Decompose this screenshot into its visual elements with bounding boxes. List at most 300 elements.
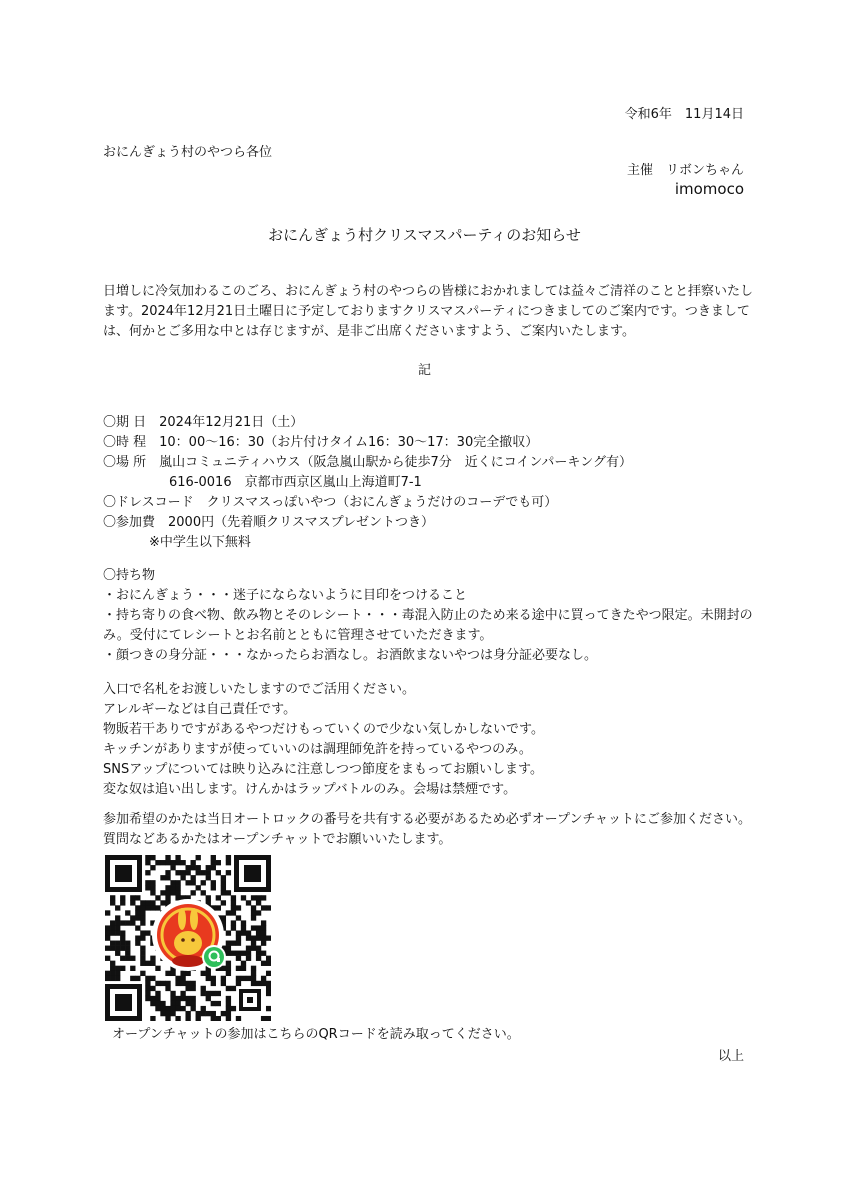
qr-module: [175, 895, 180, 900]
qr-module: [261, 935, 266, 940]
qr-module: [246, 976, 251, 981]
open-chat-qr-code[interactable]: [105, 855, 271, 1021]
qr-module: [261, 920, 266, 925]
qr-module: [261, 976, 266, 981]
qr-module: [231, 920, 236, 925]
qr-module: [201, 971, 206, 976]
note-line: キッチンがありますが使っていいのは調理師免許を持っているやつのみ。: [103, 742, 532, 757]
qr-module: [231, 900, 236, 905]
document-date: 令和6年 11月14日: [624, 107, 744, 122]
qr-module: [256, 956, 261, 961]
qr-module: [145, 991, 150, 996]
qr-module: [150, 865, 155, 870]
qr-module: [160, 890, 165, 895]
qr-module: [231, 941, 236, 946]
qr-module: [216, 895, 221, 900]
qr-module: [125, 910, 130, 915]
qr-module: [135, 941, 140, 946]
ki-heading: 記: [417, 363, 431, 378]
qr-module: [261, 981, 266, 986]
qr-module: [175, 1001, 180, 1006]
qr-module: [196, 1011, 201, 1016]
qr-module: [175, 981, 180, 986]
qr-module: [256, 925, 261, 930]
qr-module: [110, 961, 115, 966]
qr-module: [140, 910, 145, 915]
note-line: SNSアップについては映り込みに注意しつつ節度をまもってお願いします。: [103, 762, 544, 777]
qr-module: [221, 890, 226, 895]
qr-module: [251, 946, 256, 951]
qr-module: [115, 951, 120, 956]
join-section: [103, 810, 751, 850]
qr-module: [135, 910, 140, 915]
qr-module: [185, 1001, 190, 1006]
qr-module: [180, 971, 185, 976]
qr-module: [150, 855, 155, 860]
qr-module: [130, 920, 135, 925]
qr-module: [155, 1006, 160, 1011]
qr-module: [115, 946, 120, 951]
qr-module: [175, 885, 180, 890]
qr-module: [165, 1006, 170, 1011]
qr-module: [150, 986, 155, 991]
detail-dress-code: 〇ドレスコード クリスマスっぽいやつ（おにんぎょうだけのコーデでも可）: [103, 495, 558, 510]
qr-module: [185, 870, 190, 875]
qr-module: [211, 1011, 216, 1016]
qr-module: [135, 925, 140, 930]
qr-module: [140, 961, 145, 966]
qr-module: [175, 890, 180, 895]
detail-fee: 〇参加費 2000円（先着順クリスマスプレゼントつき）: [103, 515, 435, 530]
finder-pattern-bottom-right: [239, 989, 261, 1011]
qr-module: [236, 966, 241, 971]
qr-module: [241, 976, 246, 981]
qr-module: [196, 1016, 201, 1021]
join-line: 質問などあるかたはオープンチャットでお願いいたします。: [103, 832, 452, 847]
qr-module: [180, 1006, 185, 1011]
qr-module: [165, 986, 170, 991]
qr-module: [105, 910, 110, 915]
qr-module: [145, 880, 150, 885]
qr-module: [216, 870, 221, 875]
qr-module: [231, 895, 236, 900]
qr-module: [165, 875, 170, 880]
qr-module: [231, 951, 236, 956]
qr-module: [211, 981, 216, 986]
qr-module: [246, 935, 251, 940]
qr-module: [191, 981, 196, 986]
qr-module: [206, 976, 211, 981]
qr-module: [226, 910, 231, 915]
qr-module: [211, 885, 216, 890]
qr-module: [110, 946, 115, 951]
qr-module: [145, 976, 150, 981]
qr-module: [191, 860, 196, 865]
qr-module: [130, 976, 135, 981]
qr-module: [165, 855, 170, 860]
qr-module: [170, 890, 175, 895]
qr-module: [201, 890, 206, 895]
qr-module: [105, 935, 110, 940]
qr-module: [165, 895, 170, 900]
finder-pattern-top-left: [105, 855, 142, 892]
items-heading: 〇持ち物: [103, 568, 156, 583]
qr-module: [191, 1006, 196, 1011]
qr-module: [226, 890, 231, 895]
qr-module: [251, 910, 256, 915]
qr-module: [150, 880, 155, 885]
qr-module: [236, 956, 241, 961]
qr-module: [180, 870, 185, 875]
note-line: 変な奴は追い出します。けんかはラップバトルのみ。会場は禁煙です。: [103, 782, 517, 797]
qr-module: [206, 1011, 211, 1016]
qr-module: [125, 956, 130, 961]
organizer-name: imomoco: [674, 180, 744, 198]
qr-module: [115, 915, 120, 920]
qr-module: [201, 880, 206, 885]
qr-module: [165, 981, 170, 986]
qr-module: [165, 1016, 170, 1021]
qr-module: [145, 900, 150, 905]
qr-module: [110, 920, 115, 925]
qr-module: [120, 895, 125, 900]
qr-module: [165, 1011, 170, 1016]
qr-module: [185, 971, 190, 976]
qr-module: [251, 976, 256, 981]
qr-module: [226, 870, 231, 875]
qr-module: [236, 1016, 241, 1021]
qr-module: [196, 870, 201, 875]
qr-module: [221, 1011, 226, 1016]
qr-module: [140, 900, 145, 905]
qr-module: [145, 996, 150, 1001]
qr-module: [231, 925, 236, 930]
qr-module: [165, 885, 170, 890]
qr-module: [145, 860, 150, 865]
qr-module: [145, 855, 150, 860]
qr-module: [165, 971, 170, 976]
qr-module: [226, 986, 231, 991]
qr-module: [196, 865, 201, 870]
qr-module: [155, 895, 160, 900]
qr-module: [221, 966, 226, 971]
note-line: アレルギーなどは自己責任です。: [103, 702, 297, 717]
qr-module: [185, 981, 190, 986]
qr-module: [185, 880, 190, 885]
qr-module: [261, 930, 266, 935]
qr-module: [256, 930, 261, 935]
qr-module: [226, 860, 231, 865]
detail-place: 〇場 所 嵐山コミュニティハウス（阪急嵐山駅から徒歩7分 近くにコインパーキング有）: [103, 455, 633, 470]
qr-module: [160, 1001, 165, 1006]
qr-module: [185, 1011, 190, 1016]
detail-date: 〇期 日 2024年12月21日（土）: [103, 415, 304, 430]
qr-module: [221, 885, 226, 890]
qr-module: [120, 956, 125, 961]
qr-module: [110, 976, 115, 981]
qr-module: [155, 991, 160, 996]
qr-module: [110, 925, 115, 930]
qr-module: [105, 925, 110, 930]
qr-module: [241, 895, 246, 900]
note-line: 物販若干ありですがあるやつだけもっていくので少ない気しかしないです。: [103, 722, 544, 737]
qr-module: [105, 930, 110, 935]
qr-module: [226, 1011, 231, 1016]
detail-fee-note: ※中学生以下無料: [149, 535, 251, 550]
qr-module: [140, 935, 145, 940]
qr-module: [115, 976, 120, 981]
qr-module: [115, 941, 120, 946]
qr-module: [110, 966, 115, 971]
qr-module: [145, 885, 150, 890]
qr-module: [125, 951, 130, 956]
qr-module: [185, 865, 190, 870]
qr-module: [191, 890, 196, 895]
qr-module: [246, 930, 251, 935]
qr-module: [160, 1006, 165, 1011]
qr-module: [221, 976, 226, 981]
event-details: [103, 413, 632, 553]
qr-module: [211, 880, 216, 885]
qr-module: [150, 961, 155, 966]
qr-module: [206, 971, 211, 976]
items-line: ・顔つきの身分証・・・なかったらお酒なし。お酒飲まないやつは身分証必要なし。: [103, 648, 598, 663]
qr-module: [266, 961, 271, 966]
qr-module: [170, 1006, 175, 1011]
qr-module: [150, 1001, 155, 1006]
qr-module: [216, 860, 221, 865]
qr-module: [155, 905, 160, 910]
qr-module: [201, 986, 206, 991]
qr-module: [140, 920, 145, 925]
qr-module: [216, 905, 221, 910]
qr-module: [140, 915, 145, 920]
qr-module: [236, 941, 241, 946]
qr-module: [180, 976, 185, 981]
qr-module: [160, 900, 165, 905]
qr-module: [266, 1006, 271, 1011]
qr-module: [226, 946, 231, 951]
qr-module: [266, 986, 271, 991]
qr-module: [175, 880, 180, 885]
qr-module: [246, 956, 251, 961]
qr-module: [120, 930, 125, 935]
qr-module: [261, 941, 266, 946]
qr-module: [135, 895, 140, 900]
qr-module: [261, 905, 266, 910]
qr-module: [246, 951, 251, 956]
qr-module: [120, 900, 125, 905]
qr-module: [191, 1001, 196, 1006]
qr-module: [266, 935, 271, 940]
qr-module: [211, 1001, 216, 1006]
qr-module: [130, 966, 135, 971]
qr-module: [185, 996, 190, 1001]
qr-module: [165, 860, 170, 865]
qr-module: [110, 900, 115, 905]
qr-module: [175, 870, 180, 875]
qr-module: [251, 941, 256, 946]
qr-module: [170, 885, 175, 890]
qr-module: [256, 895, 261, 900]
qr-module: [216, 1001, 221, 1006]
qr-module: [170, 1001, 175, 1006]
qr-module: [150, 885, 155, 890]
qr-module: [226, 961, 231, 966]
qr-module: [226, 951, 231, 956]
items-line: ・おにんぎょう・・・迷子にならないように目印をつけること: [103, 588, 468, 603]
qr-module: [266, 971, 271, 976]
qr-module: [115, 930, 120, 935]
qr-module: [261, 925, 266, 930]
qr-module: [236, 981, 241, 986]
qr-module: [226, 1001, 231, 1006]
qr-module: [145, 870, 150, 875]
qr-module: [241, 966, 246, 971]
intro-line: ます。2024年12月21日土曜日に予定しておりますクリスマスパーティにつきましてのご案内です。つきまして: [103, 304, 750, 319]
qr-module: [150, 890, 155, 895]
qr-module: [140, 930, 145, 935]
qr-module: [241, 951, 246, 956]
qr-module: [206, 895, 211, 900]
qr-module: [221, 900, 226, 905]
qr-module: [170, 865, 175, 870]
qr-module: [155, 981, 160, 986]
qr-module: [226, 966, 231, 971]
finder-pattern-bottom-left: [105, 984, 142, 1021]
qr-module: [155, 1001, 160, 1006]
intro-line: 日増しに冷気加わるこのごろ、おにんぎょう村のやつらの皆様におかれましては益々ご清祥のことと拝察いたし: [103, 284, 754, 299]
qr-module: [211, 860, 216, 865]
qr-module: [120, 966, 125, 971]
qr-module: [231, 1006, 236, 1011]
qr-module: [130, 900, 135, 905]
qr-module: [256, 951, 261, 956]
qr-module: [256, 935, 261, 940]
qr-module: [130, 915, 135, 920]
qr-module: [191, 986, 196, 991]
join-line: 参加希望のかたは当日オートロックの番号を共有する必要があるため必ずオープンチャットにご参加ください。: [103, 812, 752, 827]
items-section: [103, 566, 753, 666]
qr-module: [226, 1016, 231, 1021]
qr-module: [211, 991, 216, 996]
qr-module: [251, 971, 256, 976]
qr-module: [170, 996, 175, 1001]
qr-module: [246, 946, 251, 951]
qr-module: [145, 930, 150, 935]
qr-module: [236, 951, 241, 956]
qr-module: [170, 991, 175, 996]
qr-module: [196, 885, 201, 890]
qr-module: [256, 946, 261, 951]
qr-module: [191, 880, 196, 885]
qr-module: [236, 976, 241, 981]
qr-module: [221, 915, 226, 920]
qr-module: [140, 971, 145, 976]
qr-module: [150, 996, 155, 1001]
qr-module: [191, 875, 196, 880]
qr-module: [135, 935, 140, 940]
qr-module: [165, 890, 170, 895]
qr-module: [251, 905, 256, 910]
qr-module: [241, 925, 246, 930]
qr-module: [145, 905, 150, 910]
qr-module: [160, 860, 165, 865]
qr-module: [201, 991, 206, 996]
qr-module: [261, 961, 266, 966]
qr-module: [251, 925, 256, 930]
qr-module: [231, 905, 236, 910]
qr-module: [266, 956, 271, 961]
items-line: ・持ち寄りの食べ物、飲み物とそのレシート・・・毒混入防止のため来る途中に買ってきたやつ限定。未開封の: [103, 608, 753, 623]
qr-module: [155, 996, 160, 1001]
qr-module: [231, 986, 236, 991]
qr-module: [206, 875, 211, 880]
qr-module: [110, 941, 115, 946]
qr-module: [155, 860, 160, 865]
qr-module: [241, 920, 246, 925]
qr-module: [120, 920, 125, 925]
qr-module: [211, 976, 216, 981]
qr-module: [226, 855, 231, 860]
qr-module: [180, 875, 185, 880]
recipient: おにんぎょう村のやつら各位: [103, 145, 273, 160]
qr-module: [261, 1016, 266, 1021]
finder-pattern-top-right: [234, 855, 271, 892]
closing-text: 以上: [717, 1049, 744, 1064]
qr-module: [221, 875, 226, 880]
qr-module: [110, 895, 115, 900]
document-title: おにんぎょう村クリスマスパーティのお知らせ: [268, 226, 581, 244]
qr-module: [140, 946, 145, 951]
qr-module: [170, 971, 175, 976]
qr-module: [185, 986, 190, 991]
qr-module: [246, 900, 251, 905]
qr-module: [115, 925, 120, 930]
qr-module: [175, 860, 180, 865]
qr-module: [211, 855, 216, 860]
qr-module: [110, 930, 115, 935]
qr-module: [150, 1016, 155, 1021]
qr-module: [170, 1011, 175, 1016]
qr-module: [140, 951, 145, 956]
qr-module: [226, 996, 231, 1001]
qr-module: [125, 920, 130, 925]
qr-module: [120, 935, 125, 940]
qr-module: [160, 981, 165, 986]
qr-module: [206, 870, 211, 875]
qr-module: [145, 961, 150, 966]
detail-time: 〇時 程 10：00～16：30（お片付けタイム16：30～17：30完全撤収）: [103, 435, 539, 450]
intro-paragraph: [103, 282, 754, 342]
qr-module: [135, 976, 140, 981]
qr-module: [266, 1016, 271, 1021]
qr-module: [185, 1016, 190, 1021]
qr-module: [236, 915, 241, 920]
qr-module: [236, 905, 241, 910]
qr-caption: オープンチャットの参加はこちらのQRコードを読み取ってください。: [112, 1027, 520, 1042]
qr-module: [150, 976, 155, 981]
note-line: 入口で名札をお渡しいたしますのでご活用ください。: [103, 682, 416, 697]
qr-module: [165, 870, 170, 875]
qr-module: [251, 935, 256, 940]
qr-module: [130, 895, 135, 900]
intro-line: は、何かとご多用な中とは存じますが、是非ご出席くださいますよう、ご案内いたします。: [103, 324, 635, 339]
qr-module: [261, 951, 266, 956]
qr-module: [145, 981, 150, 986]
qr-module: [251, 895, 256, 900]
qr-module: [170, 880, 175, 885]
